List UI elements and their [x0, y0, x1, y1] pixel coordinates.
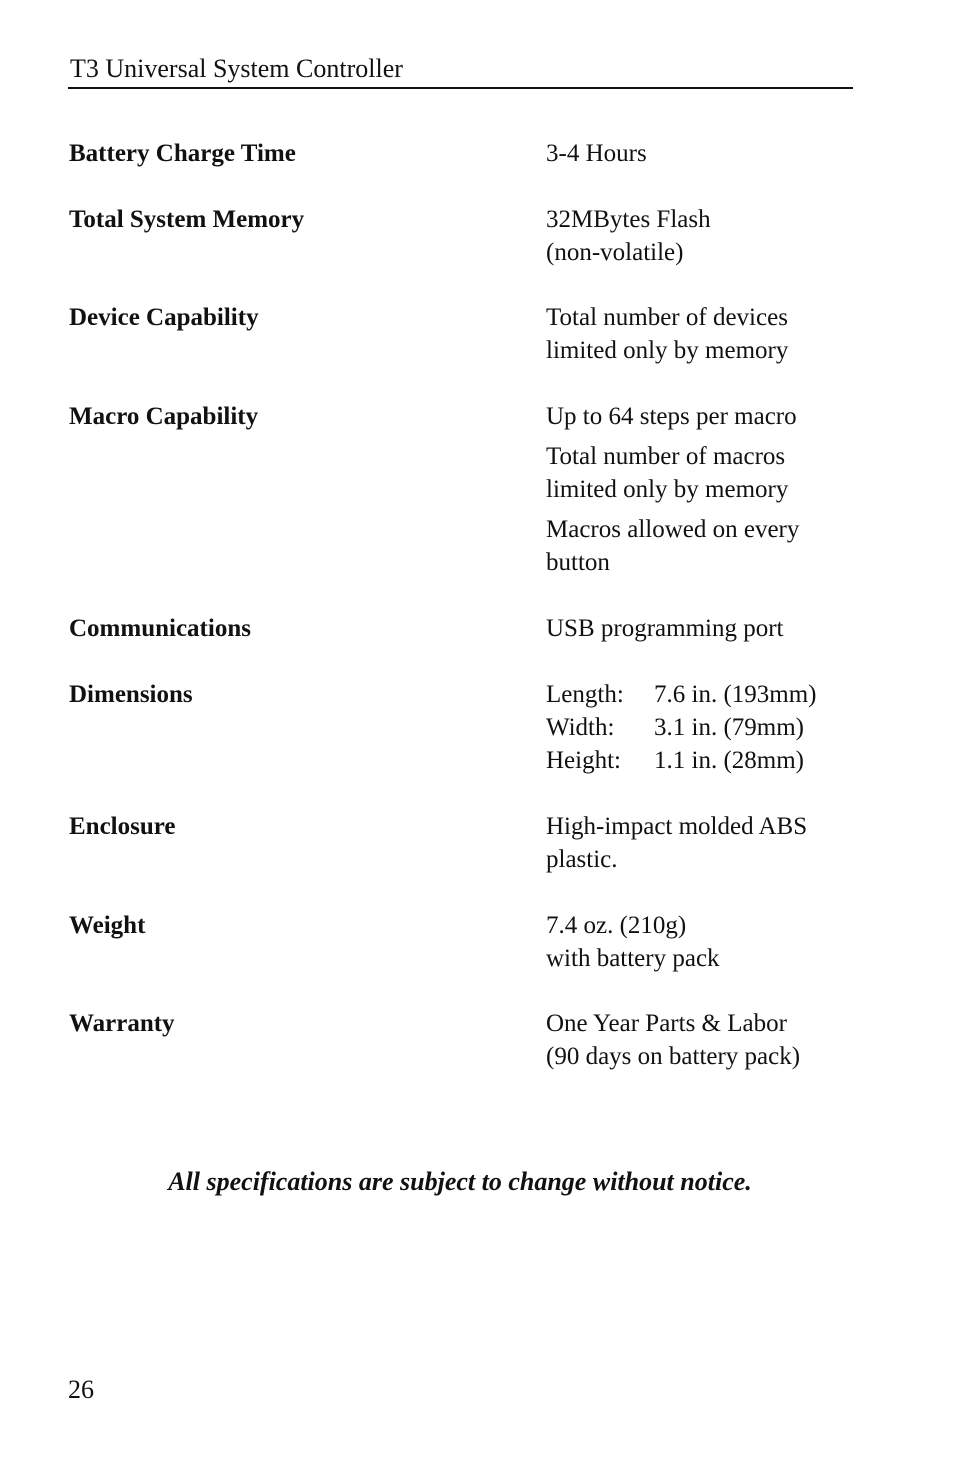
dimension-key: Width:: [546, 714, 615, 741]
spec-value: [546, 1007, 876, 1073]
spec-value-line: 3-4 Hours: [546, 140, 647, 167]
spec-label: Enclosure: [69, 813, 176, 840]
spec-value: [546, 612, 876, 645]
spec-value-line: Macros allowed on every: [546, 516, 800, 543]
spec-value-line: (non-volatile): [546, 239, 684, 266]
document-title: T3 Universal System Controller: [70, 54, 403, 83]
spec-value: [546, 400, 876, 579]
spec-label: Battery Charge Time: [69, 140, 296, 167]
spec-value-line: USB programming port: [546, 615, 784, 642]
page-number: 26: [68, 1375, 94, 1404]
spec-label: Total System Memory: [69, 206, 305, 233]
spec-label: Weight: [69, 912, 146, 939]
spec-value-line: plastic.: [546, 846, 618, 873]
spec-value: [546, 810, 876, 876]
dimension-key: Height:: [546, 747, 621, 774]
specifications-notice: All specifications are subject to change without notice.: [168, 1167, 752, 1196]
spec-value-line: limited only by memory: [546, 476, 789, 503]
spec-value: [546, 909, 876, 975]
spec-label: Warranty: [69, 1010, 175, 1037]
dimension-value: 3.1 in. (79mm): [654, 714, 804, 741]
spec-value-line: 7.4 oz. (210g): [546, 912, 687, 939]
spec-value-line: One Year Parts & Labor: [546, 1010, 787, 1037]
dimension-value: 1.1 in. (28mm): [654, 747, 804, 774]
dimension-width: [546, 711, 876, 744]
spec-value-paragraph: [546, 440, 876, 506]
spec-value: [546, 203, 876, 269]
spec-value: [546, 137, 876, 170]
spec-value-line: (90 days on battery pack): [546, 1043, 801, 1070]
spec-value-line: limited only by memory: [546, 337, 789, 364]
spec-value-line: High-impact molded ABS: [546, 813, 808, 840]
spec-value-line: Total number of devices: [546, 304, 788, 331]
spec-value-line: Up to 64 steps per macro: [546, 403, 797, 430]
dimension-height: [546, 744, 876, 777]
spec-value: [546, 678, 876, 777]
spec-value-line: Total number of macros: [546, 443, 786, 470]
spec-value: [546, 301, 876, 367]
spec-value-line: with battery pack: [546, 945, 720, 972]
dimension-length: [546, 678, 876, 711]
spec-value-line: 32MBytes Flash: [546, 206, 711, 233]
page-header: [68, 52, 853, 89]
spec-label: Dimensions: [69, 681, 193, 708]
spec-label: Device Capability: [69, 304, 259, 331]
spec-label: Macro Capability: [69, 403, 259, 430]
spec-value-paragraph: [546, 400, 876, 433]
spec-label: Communications: [69, 615, 251, 642]
dimension-value: 7.6 in. (193mm): [654, 681, 817, 708]
spec-value-paragraph: [546, 513, 876, 579]
dimension-key: Length:: [546, 681, 624, 708]
spec-value-line: button: [546, 549, 610, 576]
